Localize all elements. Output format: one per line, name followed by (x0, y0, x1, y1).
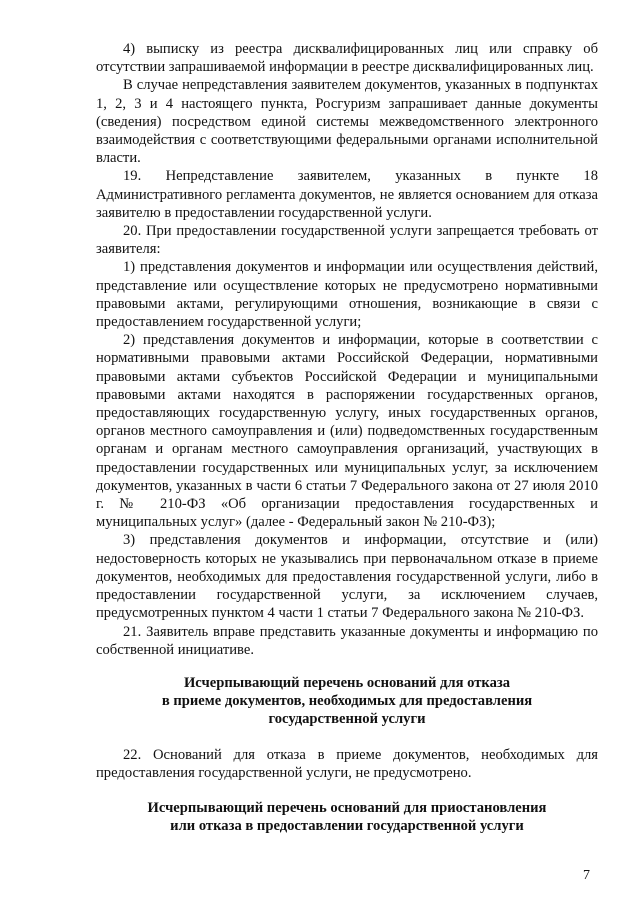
paragraph-21: 21. Заявитель вправе представить указанные документы и информацию по собственной инициативе. (96, 623, 598, 658)
section-heading-refusal-reception (96, 674, 598, 729)
paragraph-20-item-3: 3) представления документов и информации, отсутствие и (или) недостоверность которых не указывались при первоначальном отказе в приеме документов, необходимых для предоставления государственной услуги, либо в предоставлении государственной услуги, за исключением случаев, предусмотренных пунктом 4 части 1 статьи 7 Федерального закона № 210-ФЗ. (96, 532, 598, 622)
paragraph-item-4: 4) выписку из реестра дисквалифицированных лиц или справку об отсутствии запрашиваемой информации в реестре дисквалифицированных лиц. (96, 41, 598, 76)
paragraph-19: 19. Непредставление заявителем, указанных в пункте 18 Административного регламента документов, не является основанием для отказа заявителю в предоставлении государственной услуги. (96, 168, 598, 221)
heading-line: Исчерпывающий перечень оснований для отказа (183, 674, 511, 691)
paragraph-20-item-2: 2) представления документов и информации, которые в соответствии с нормативными правовыми актами Российской Федерации, нормативными правовыми актами субъектов Российской Федерации и муниципальными правовыми актами находятся в распоряжении государственных органов, предоставляющих государственную услугу, иных государственных органов, органов местного самоуправления и (или) подведомственных государственным органам и органам местного самоуправления организаций, участвующих в предоставлении государственных или муниципальных услуг, за исключением документов, указанных в части 6 статьи 7 Федерального закона от 27 июля 2010 г. № 210-ФЗ «Об организации предоставления государственных и муниципальных услуг» (далее - Федеральный закон № 210-ФЗ); (96, 332, 598, 531)
heading-line: или отказа в предоставлении государственной услуги (170, 818, 524, 835)
paragraph-20: 20. При предоставлении государственной услуги запрещается требовать от заявителя: (96, 223, 598, 258)
paragraph-20-item-1: 1) представления документов и информации или осуществления действий, представление или осуществление которых не предусмотрено нормативными правовыми актами, регулирующими отношения, возникающие в связи с предоставлением государственной услуги; (96, 259, 598, 331)
heading-line: Исчерпывающий перечень оснований для приостановления (147, 799, 547, 816)
page-number: 7 (583, 868, 590, 883)
paragraph-22: 22. Оснований для отказа в приеме документов, необходимых для предоставления государственной услуги, не предусмотрено. (96, 746, 598, 781)
heading-line: государственной услуги (268, 711, 426, 728)
page-content (96, 40, 598, 835)
section-heading-suspension-refusal (96, 799, 598, 835)
paragraph-missing-documents: В случае непредставления заявителем документов, указанных в подпунктах 1, 2, 3 и 4 настоящего пункта, Росгуризм запрашивает данные документы (сведения) посредством единой системы межведомственного электронного взаимодействия с соответствующими федеральными органами исполнительной власти. (96, 77, 598, 167)
heading-line: в приеме документов, необходимых для предоставления (161, 693, 533, 710)
